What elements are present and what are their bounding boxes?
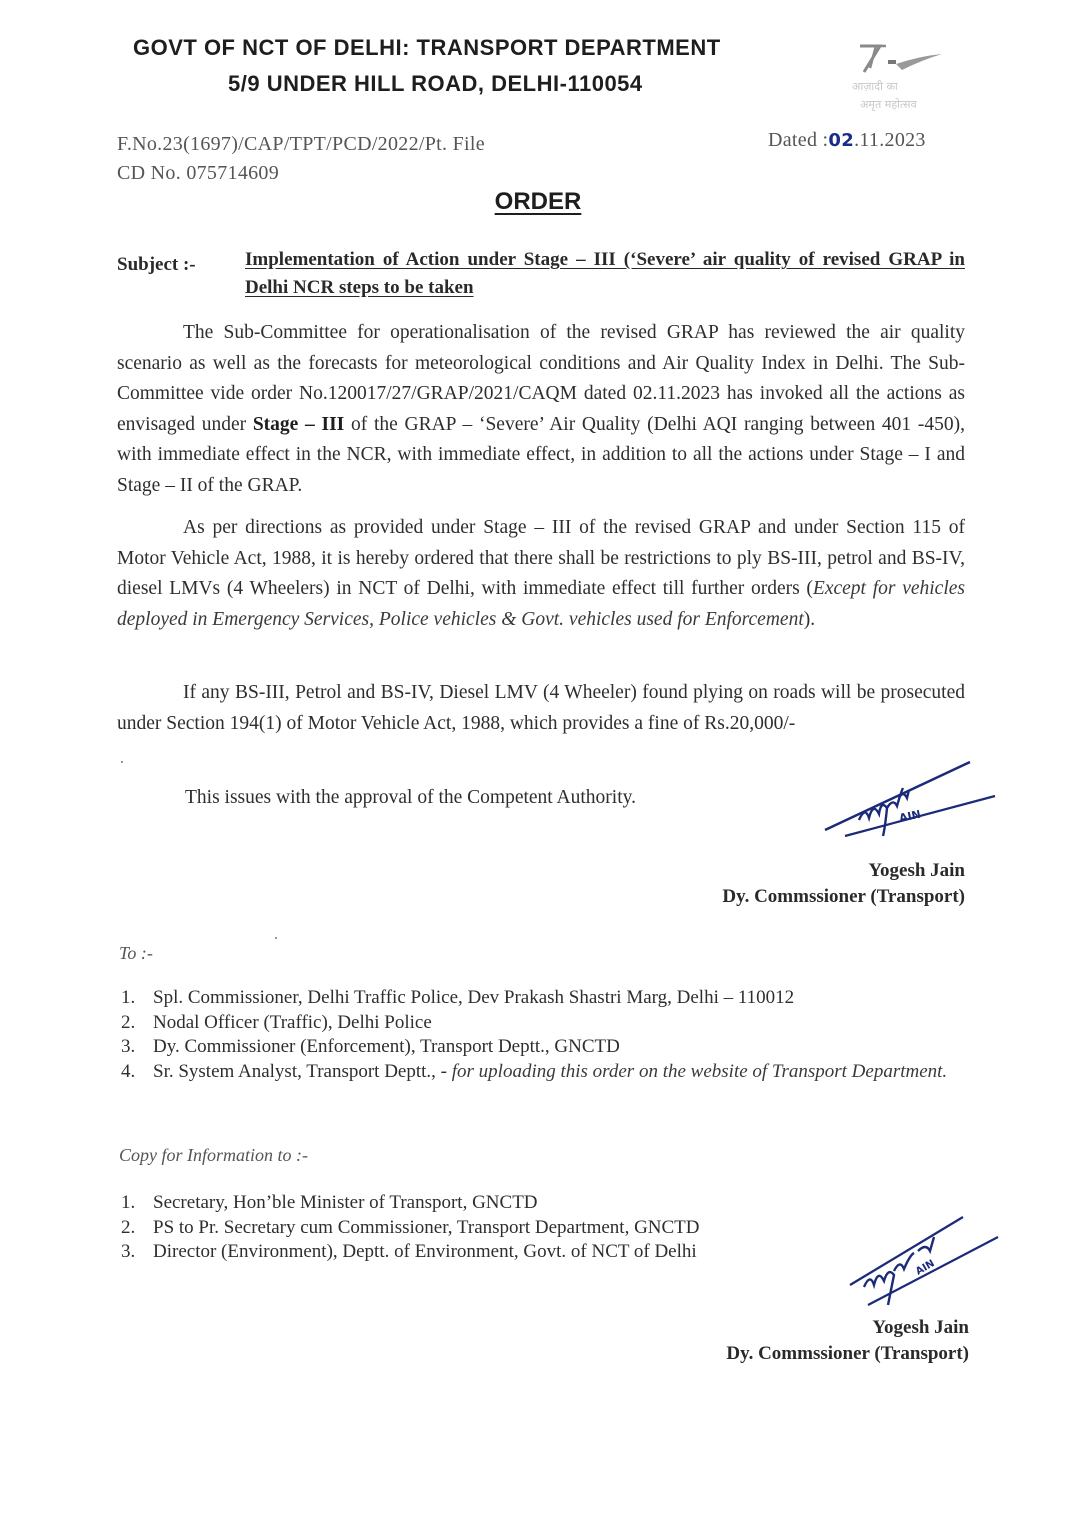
recipient-text: Director (Environment), Deptt. of Environment, Govt. of NCT of Delhi — [153, 1241, 697, 1262]
stage-emphasis: Stage – III — [252, 413, 345, 435]
to-label: To :- — [119, 943, 153, 963]
list-item — [117, 986, 977, 1011]
svg-text:आज़ादी का: आज़ादी का — [852, 80, 898, 93]
exemption-text: Except for vehicles deployed in Emergency Services, Police vehicles & Govt. vehicles used for Enforcement — [117, 578, 965, 630]
paragraph-text: The Sub-Committee for operationalisation of the revised GRAP has reviewed the air quality scenario as well as the forecasts for meteorological conditions and Air Quality Index in Delhi. The Sub-Committee vide order No.120017/27/GRAP/2021/CAQM dated 02.11.2023 has invoked all the actions as envisaged under — [117, 322, 965, 435]
svg-text:अमृत महोत्सव: अमृत महोत्सव — [860, 98, 917, 111]
paragraph-text: ). — [803, 608, 816, 630]
paragraph-restrictions — [117, 513, 965, 635]
to-recipient-list — [117, 986, 977, 1084]
subject-text-content: Implementation of Action under Stage – III (‘Severe’ air quality of revised GRAP in Delhi NCR steps to be taken — [245, 249, 965, 298]
signatory-name: Yogesh Jain — [872, 1317, 969, 1338]
signatory-designation: Dy. Commssioner (Transport) — [726, 1343, 969, 1364]
list-number: 3. — [121, 1241, 136, 1262]
svg-text:AIN: AIN — [914, 1258, 937, 1278]
cd-number: CD No. 075714609 — [117, 162, 280, 184]
recipient-note: for uploading this order on the website of Transport Department. — [451, 1060, 948, 1082]
signatory-block — [722, 858, 965, 910]
paragraph-text: of the GRAP – ‘Severe’ Air Quality (Delhi AQI ranging between 401 -450), with immediate effect in the NCR, with immediate effect, in addition to all the actions under Stage – I and Stage – II of the GRAP. — [117, 413, 966, 496]
recipient-text: Dy. Commissioner (Enforcement), Transport Deptt., GNCTD — [153, 1036, 620, 1057]
dated-month-year: .11.2023 — [854, 129, 926, 151]
signature-icon — [838, 1195, 1003, 1315]
list-number: 4. — [121, 1060, 136, 1082]
signatory-designation: Dy. Commssioner (Transport) — [722, 886, 965, 907]
list-item — [117, 1011, 977, 1036]
approval-statement: This issues with the approval of the Competent Authority. — [185, 787, 636, 808]
list-number: 1. — [121, 1192, 136, 1213]
signature-icon — [815, 758, 1000, 848]
recipient-text: Spl. Commissioner, Delhi Traffic Police, Dev Prakash Shastri Marg, Delhi – 110012 — [153, 987, 795, 1008]
recipient-text: PS to Pr. Secretary cum Commissioner, Transport Department, GNCTD — [153, 1216, 700, 1238]
paragraph-penalty: If any BS-III, Petrol and BS-IV, Diesel LMV (4 Wheeler) found plying on roads will be prosecuted under Section 194(1) of Motor Vehicle Act, 1988, which provides a fine of Rs.20,000/- — [117, 682, 965, 734]
recipient-text: Nodal Officer (Traffic), Delhi Police — [153, 1011, 432, 1033]
order-title — [0, 188, 1076, 216]
list-number: 1. — [121, 987, 136, 1008]
date-line — [768, 129, 926, 152]
azadi-ka-amrit-mahotsav-logo-icon — [850, 38, 970, 118]
subject-text — [245, 246, 965, 302]
signatory-name: Yogesh Jain — [868, 860, 965, 881]
paragraph-grap-review — [117, 318, 965, 501]
recipient-text: Secretary, Hon’ble Minister of Transport, GNCTD — [153, 1192, 538, 1213]
paragraph-text: As per directions as provided under Stage – III of the revised GRAP and under Section 115 of Motor Vehicle Act, 1988, it is hereby ordered that there shall be restrictions to ply BS-III, petrol and BS-IV, diesel LMVs (4 Wheelers) in NCT of Delhi, with immediate effect till further orders ( — [117, 517, 965, 599]
list-number: 2. — [121, 1011, 136, 1033]
list-item — [117, 1060, 977, 1085]
file-number: F.No.23(1697)/CAP/TPT/PCD/2022/Pt. File — [117, 133, 485, 155]
svg-text:AIN: AIN — [897, 807, 922, 825]
scan-speck — [275, 937, 277, 939]
list-number: 3. — [121, 1036, 136, 1057]
order-title-text: ORDER — [494, 188, 582, 215]
letterhead-department: GOVT OF NCT OF DELHI: TRANSPORT DEPARTMENT — [133, 35, 721, 60]
scan-speck — [121, 761, 123, 763]
dated-day-handwritten: 02 — [828, 130, 855, 151]
signatory-block-copy — [726, 1315, 969, 1367]
letterhead-address: 5/9 UNDER HILL ROAD, DELHI-110054 — [228, 71, 643, 96]
list-item — [117, 1035, 977, 1060]
copy-label: Copy for Information to :- — [119, 1145, 308, 1165]
recipient-text: Sr. System Analyst, Transport Deptt., - — [153, 1060, 452, 1082]
dated-label: Dated : — [768, 129, 829, 151]
subject-label: Subject :- — [117, 254, 196, 275]
list-number: 2. — [121, 1216, 136, 1238]
